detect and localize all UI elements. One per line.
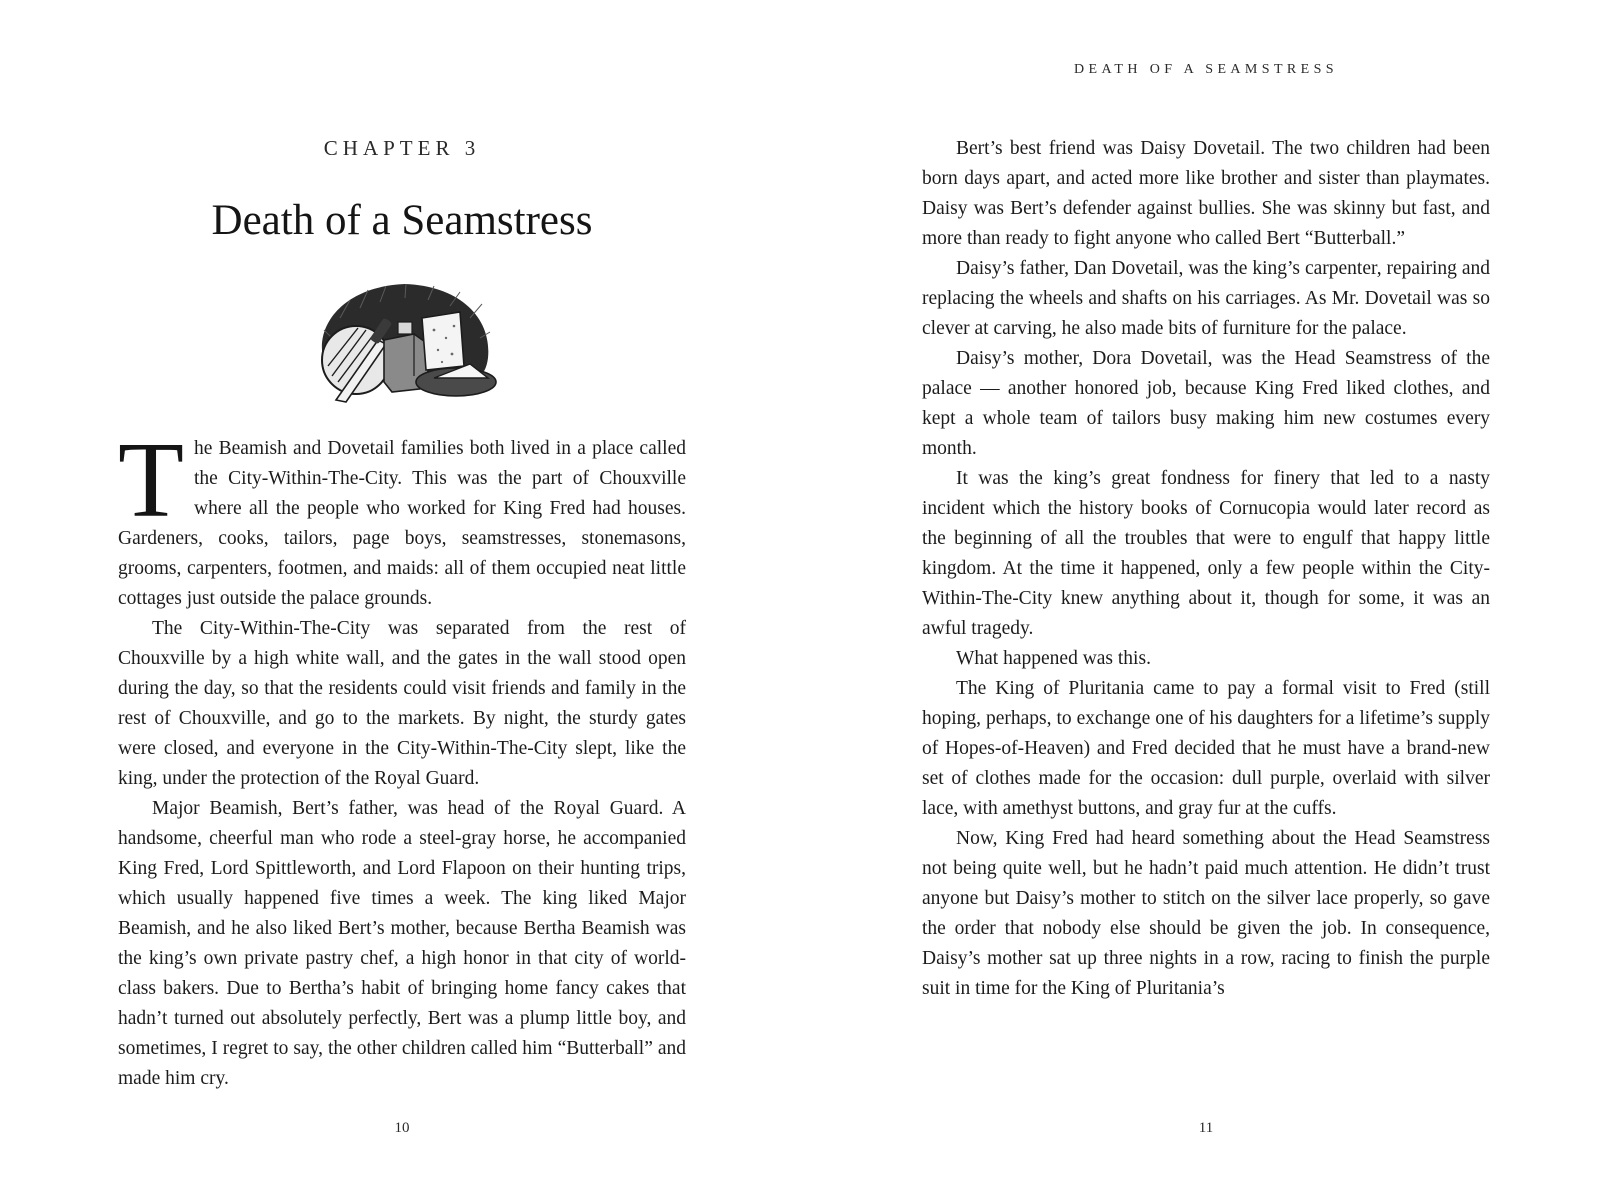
page-number: 11	[1198, 1120, 1214, 1136]
left-body-text	[118, 421, 686, 1094]
paragraph: Now, King Fred had heard something about the Head Seamstress not being quite well, but he hadn’t paid much attention. He didn’t trust anyone but Daisy’s mother to stitch on the silver lace properly, so gave the order that nobody else should be given the job. In consequence, Daisy’s mother sat up three nights in a row, racing to finish the purple suit in time for the King of Pluritania’s	[922, 828, 1490, 999]
paragraph: What happened was this.	[956, 648, 1151, 669]
left-page	[118, 0, 686, 1200]
paragraph: Daisy’s mother, Dora Dovetail, was the Head Seamstress of the palace — another honored job, because King Fred liked clothes, and kept a whole team of tailors busy making him new costumes every month.	[922, 348, 1490, 459]
paragraph: Major Beamish, Bert’s father, was head of the Royal Guard. A handsome, cheerful man who rode a steel-gray horse, he accompanied King Fred, Lord Spittleworth, and Lord Flapoon on their hunting trips, which usually happened five times a week. The king liked Major Beamish, and he also liked Bert’s mother, because Bertha Beamish was the king’s own private pastry chef, a high honor in that city of world-class bakers. Due to Bertha’s habit of bringing home fancy cakes that hadn’t turned out absolutely perfectly, Bert was a plump little boy, and sometimes, I regret to say, the other children called him “Butterball” and made him cry.	[118, 798, 686, 1089]
cheeses-illustration-icon	[310, 278, 500, 408]
paragraph: Bert’s best friend was Daisy Dovetail. The two children had been born days apart, and acted more like brother and sister than playmates. Daisy was Bert’s defender against bullies. She was skinny but fast, and more than ready to fight anyone who called Bert “Butterball.”	[922, 138, 1490, 249]
right-body-text	[922, 134, 1490, 1004]
right-page	[922, 0, 1490, 1200]
paragraph: The City-Within-The-City was separated from the rest of Chouxville by a high white wall, and the gates in the wall stood open during the day, so that the residents could visit friends and family in the rest of Chouxville, and go to the markets. By night, the sturdy gates were closed, and everyone in the City-Within-The-City slept, like the king, under the protection of the Royal Guard.	[118, 618, 686, 789]
drop-cap: T	[118, 421, 184, 540]
paragraph: Daisy’s father, Dan Dovetail, was the king’s carpenter, repairing and replacing the wheels and shafts on his carriages. As Mr. Dovetail was so clever at carving, he also made bits of furniture for the palace.	[922, 258, 1490, 339]
page-number: 10	[394, 1120, 410, 1136]
paragraph	[118, 421, 686, 614]
paragraph: The King of Pluritania came to pay a formal visit to Fred (still hoping, perhaps, to exchange one of his daughters for a lifetime’s supply of Hopes-of-Heaven) and Fred decided that he must have a brand-new set of clothes made for the occasion: dull purple, overlaid with silver lace, with amethyst buttons, and gray fur at the cuffs.	[922, 678, 1490, 819]
paragraph: It was the king’s great fondness for finery that led to a nasty incident which the history books of Cornucopia would later record as the beginning of all the troubles that were to engulf that happy little kingdom. At the time it happened, only a few people within the City-Within-The-City knew anything about it, though for some, it was an awful tragedy.	[922, 468, 1490, 639]
chapter-label: CHAPTER 3	[323, 136, 481, 160]
running-head: DEATH OF A SEAMSTRESS	[1074, 62, 1338, 77]
paragraph-text: he Beamish and Dovetail families both lived in a place called the City-Within-The-City. This was the part of Chouxville where all the people who worked for King Fred had houses. Gardeners, cooks, tailors, page boys, seamstresses, stonemasons, grooms, carpenters, footmen, and maids: all of them occupied neat little cottages just outside the palace grounds.	[118, 438, 686, 609]
chapter-title: Death of a Seamstress	[211, 197, 593, 244]
